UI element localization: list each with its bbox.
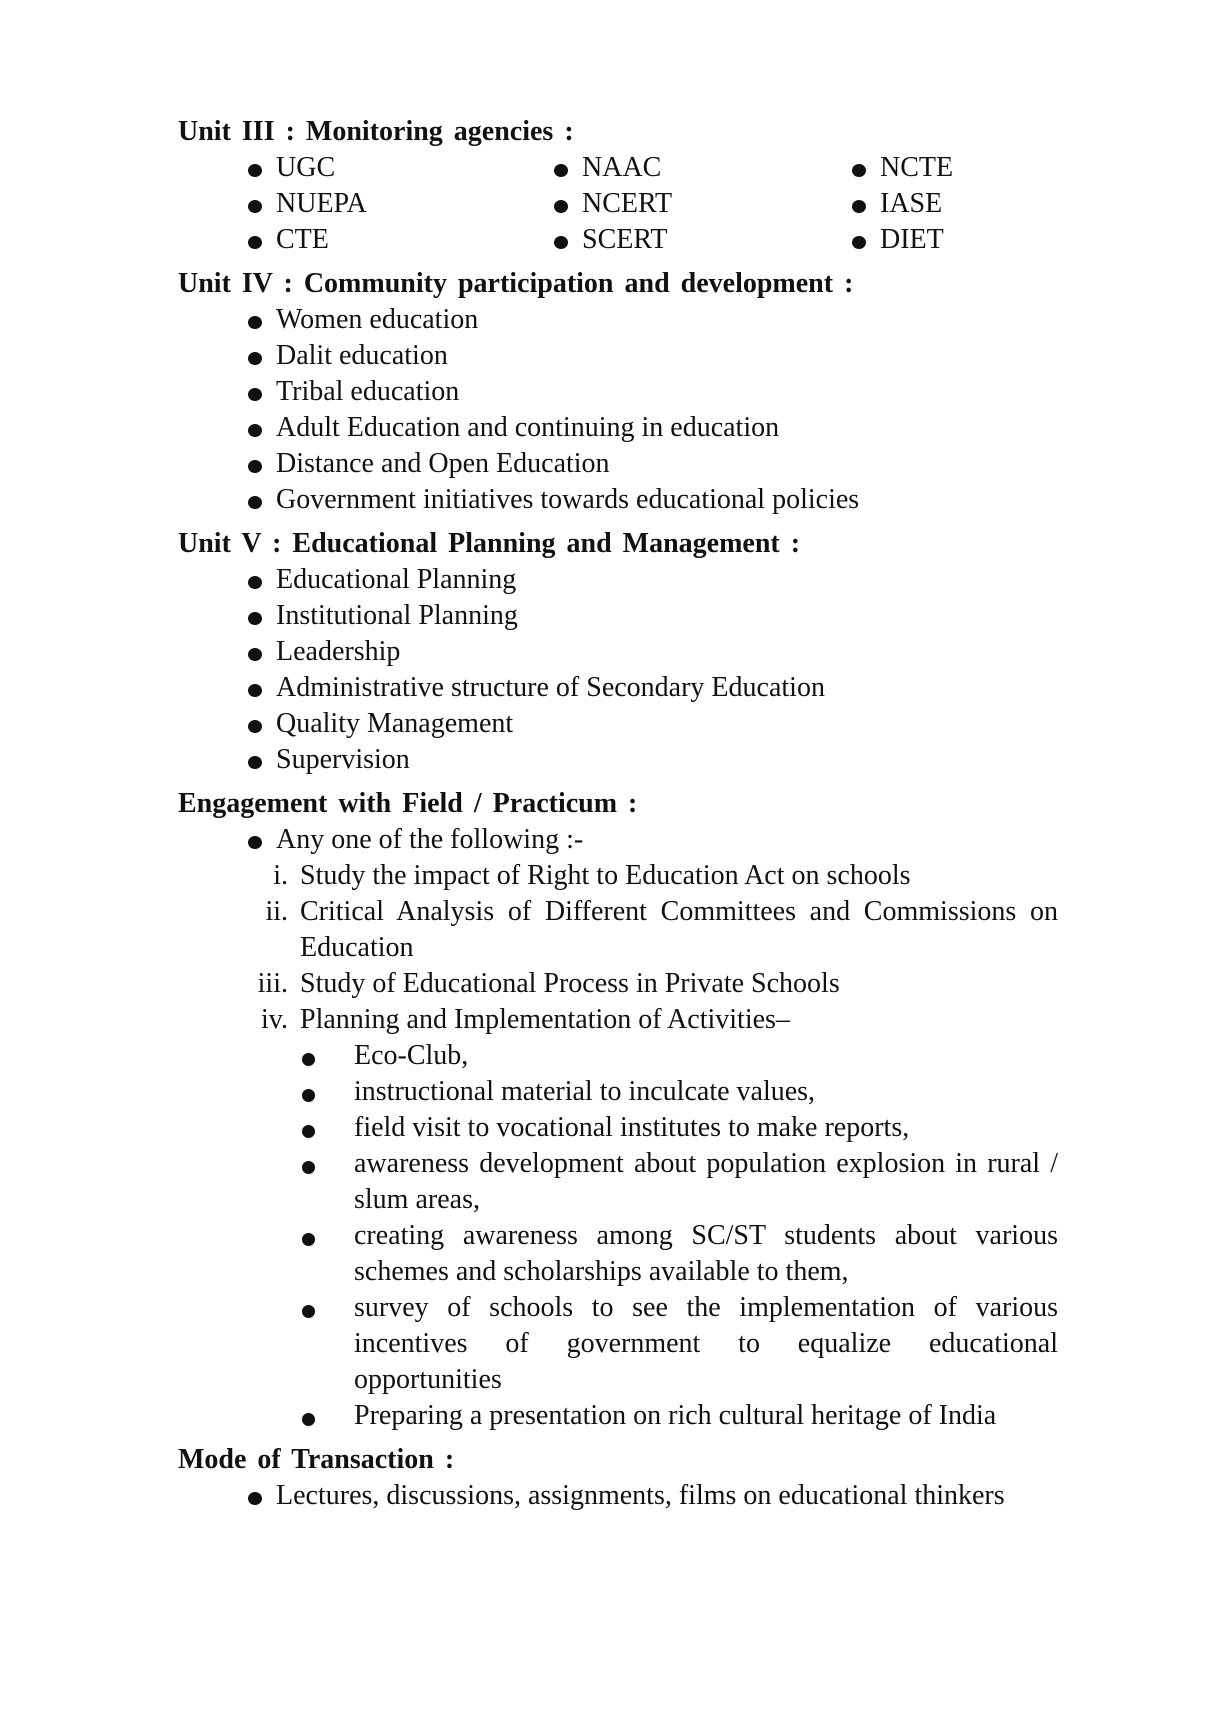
- engagement-section: [178, 786, 1058, 1434]
- item-number: iv.: [261, 1004, 288, 1035]
- engagement-options-list: [178, 858, 1058, 1038]
- mode-heading: Mode of Transaction :: [178, 1444, 455, 1475]
- unit-4-heading: Unit IV : Community participation and development :: [178, 268, 854, 299]
- bullet-icon: [248, 684, 262, 697]
- mode-section: [178, 1442, 1058, 1514]
- activity-item: Eco-Club,: [178, 1038, 1058, 1074]
- activity-item: awareness development about population explosion in rural / slum areas,: [178, 1146, 1058, 1218]
- agency-item: NUEPA: [178, 186, 484, 222]
- agency-item: NCERT: [484, 186, 782, 222]
- bullet-icon: [248, 496, 262, 509]
- engagement-intro-list: [178, 822, 1058, 858]
- bullet-icon: [248, 836, 262, 849]
- numbered-item: iii. Study of Educational Process in Private Schools: [178, 966, 1058, 1002]
- agency-item: IASE: [782, 186, 1058, 222]
- item-number: i.: [273, 860, 288, 891]
- numbered-item: i. Study the impact of Right to Education Act on schools: [178, 858, 1058, 894]
- activity-item: survey of schools to see the implementation of various incentives of government to equalize educational opportunities: [178, 1290, 1058, 1398]
- bullet-icon: [248, 648, 262, 661]
- list-item: Tribal education: [178, 374, 1058, 410]
- agency-item: NAAC: [484, 150, 782, 186]
- unit-5-section: [178, 526, 1058, 778]
- list-item: Administrative structure of Secondary Education: [178, 670, 1058, 706]
- agency-item: SCERT: [484, 222, 782, 258]
- document-page: [178, 114, 1058, 1522]
- unit-3-heading: Unit III : Monitoring agencies :: [178, 116, 574, 147]
- unit-5-list: [178, 562, 1058, 778]
- list-item: Lectures, discussions, assignments, films on educational thinkers: [178, 1478, 1058, 1514]
- activity-item: creating awareness among SC/ST students about various schemes and scholarships available to them,: [178, 1218, 1058, 1290]
- unit-4-section: [178, 266, 1058, 518]
- bullet-icon: [302, 1161, 315, 1174]
- numbered-item: ii. Critical Analysis of Different Committees and Commissions on Education: [178, 894, 1058, 966]
- bullet-icon: [302, 1125, 315, 1138]
- bullet-icon: [248, 612, 262, 625]
- bullet-icon: [302, 1089, 315, 1102]
- unit-5-heading: Unit V : Educational Planning and Management :: [178, 528, 801, 559]
- bullet-icon: [248, 576, 262, 589]
- bullet-icon: [248, 756, 262, 769]
- agency-item: DIET: [782, 222, 1058, 258]
- unit-3-section: [178, 114, 1058, 258]
- bullet-icon: [248, 1492, 262, 1505]
- list-item: Supervision: [178, 742, 1058, 778]
- agency-item: NCTE: [782, 150, 1058, 186]
- bullet-icon: [554, 200, 568, 213]
- agency-item: UGC: [178, 150, 484, 186]
- bullet-icon: [302, 1053, 315, 1066]
- agency-item: CTE: [178, 222, 484, 258]
- item-number: iii.: [257, 968, 288, 999]
- agency-grid: [178, 150, 1058, 258]
- list-item: Women education: [178, 302, 1058, 338]
- unit-4-list: [178, 302, 1058, 518]
- bullet-icon: [554, 164, 568, 177]
- bullet-icon: [248, 200, 262, 213]
- list-item: Any one of the following :-: [178, 822, 1058, 858]
- mode-list: [178, 1478, 1058, 1514]
- bullet-icon: [248, 720, 262, 733]
- bullet-icon: [852, 236, 866, 249]
- bullet-icon: [248, 460, 262, 473]
- bullet-icon: [852, 164, 866, 177]
- bullet-icon: [302, 1413, 315, 1426]
- list-item: Government initiatives towards educational policies: [178, 482, 1058, 518]
- bullet-icon: [554, 236, 568, 249]
- list-item: Adult Education and continuing in education: [178, 410, 1058, 446]
- list-item: Dalit education: [178, 338, 1058, 374]
- list-item: Educational Planning: [178, 562, 1058, 598]
- bullet-icon: [248, 352, 262, 365]
- bullet-icon: [248, 316, 262, 329]
- bullet-icon: [302, 1233, 315, 1246]
- engagement-heading: Engagement with Field / Practicum :: [178, 788, 638, 819]
- list-item: Quality Management: [178, 706, 1058, 742]
- activities-list: [178, 1038, 1058, 1434]
- bullet-icon: [248, 164, 262, 177]
- item-number: ii.: [265, 896, 288, 927]
- bullet-icon: [248, 388, 262, 401]
- numbered-item: iv. Planning and Implementation of Activities–: [178, 1002, 1058, 1038]
- activity-item: field visit to vocational institutes to make reports,: [178, 1110, 1058, 1146]
- bullet-icon: [248, 424, 262, 437]
- list-item: Leadership: [178, 634, 1058, 670]
- bullet-icon: [302, 1305, 315, 1318]
- bullet-icon: [852, 200, 866, 213]
- list-item: Institutional Planning: [178, 598, 1058, 634]
- activity-item: Preparing a presentation on rich cultural heritage of India: [178, 1398, 1058, 1434]
- bullet-icon: [248, 236, 262, 249]
- activity-item: instructional material to inculcate values,: [178, 1074, 1058, 1110]
- list-item: Distance and Open Education: [178, 446, 1058, 482]
